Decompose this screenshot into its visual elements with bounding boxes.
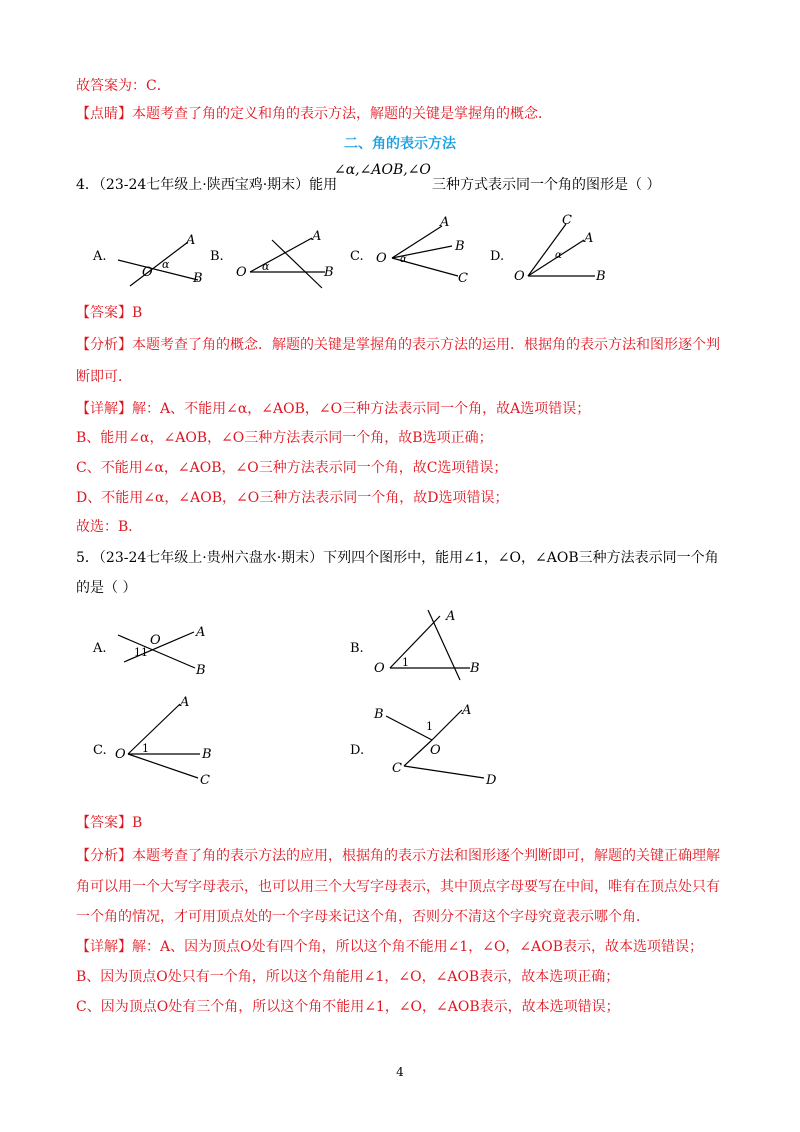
q5-stem-1: 5．（23-24七年级上·贵州六盘水·期末）下列四个图形中，能用∠1，∠O，∠AOB三种方法表示同一个角 — [76, 550, 719, 566]
note-line — [76, 104, 552, 124]
q4-c-label-c: C — [458, 271, 468, 286]
q5-a-label-11: 11 — [134, 646, 148, 659]
q5-b-label-b: B — [470, 661, 480, 676]
q4-b-cross — [272, 240, 322, 288]
q4-detail-4: D、不能用∠α，∠AOB，∠O三种方法表示同一个角，故D选项错误； — [76, 490, 509, 506]
q4-suffix: 三种方式表示同一个角的图形是（ ） — [432, 177, 661, 193]
q4-a-line2 — [130, 242, 188, 286]
q5-a-label-b: B — [196, 663, 206, 678]
q5-detail-2: B、因为顶点O处只有一个角，所以这个角能用∠1，∠O，∠AOB表示，故本选项正确； — [76, 969, 620, 985]
q5-opt-b-label: B. — [350, 641, 364, 656]
q5-answer-value: B — [132, 815, 143, 831]
q5-d-label-c: C — [392, 761, 402, 776]
q5-detail-3: C、因为顶点O处有三个角，所以这个角不能用∠1，∠O，∠AOB表示，故本选项错误； — [76, 999, 620, 1015]
q5-analysis-2: 角可以用一个大写字母表示，也可以用三个大写字母表示，其中顶点字母要写在中间，唯有在顶点处只有 — [76, 879, 720, 895]
q4-c-label-o: O — [376, 251, 387, 266]
q4-detail-tag: 【详解】 — [76, 401, 132, 417]
q5-c-label-1: 1 — [142, 742, 149, 755]
q5-a-label-o: O — [150, 633, 161, 648]
q4-select: 故选：B． — [76, 519, 143, 535]
q4-answer-value: B — [132, 305, 143, 321]
q4-opt-b-label: B. — [210, 249, 224, 264]
q4-d-label-c: C — [562, 213, 572, 228]
q4-d-label-a: A — [584, 231, 594, 246]
page-number: 4 — [396, 1065, 404, 1079]
q4-analysis-1 — [76, 335, 720, 355]
q4-a-label-o: O — [142, 265, 153, 280]
q4-opt-d-label: D. — [490, 249, 505, 264]
q5-d-oa — [432, 710, 462, 740]
q5-c-label-a: A — [180, 695, 190, 710]
q5-detail-tag: 【详解】 — [76, 939, 132, 955]
q5-answer-tag: 【答案】 — [76, 815, 132, 831]
q4-c-alpha: α — [400, 254, 407, 265]
q5-opt-c-label: C. — [93, 743, 107, 758]
q4-d-alpha: α — [555, 250, 562, 261]
section-title: 二、角的表示方法 — [344, 136, 456, 152]
note-tag: 【点睛】 — [76, 106, 132, 122]
q5-analysis-1 — [76, 846, 720, 866]
q5-c-label-c: C — [200, 773, 210, 788]
q5-figures — [0, 600, 800, 790]
q5-stem-2: 的是（ ） — [76, 580, 137, 596]
q5-opt-a-label: A. — [93, 641, 107, 656]
q4-figures — [0, 210, 800, 290]
q5-d-label-o: O — [430, 743, 441, 758]
q4-a-label-b: B — [193, 271, 203, 286]
q5-c-label-o: O — [115, 747, 126, 762]
q5-opt-d-label: D. — [350, 743, 365, 758]
q5-c-oc — [128, 754, 198, 778]
q5-b-label-a: A — [446, 609, 456, 624]
q5-detail-1 — [76, 937, 703, 957]
q4-analysis-text: 本题考查了角的概念．解题的关键是掌握角的表示方法的运用．根据角的表示方法和图形逐个判 — [132, 337, 720, 353]
q5-analysis-text: 本题考查了角的表示方法的应用，根据角的表示方法和图形逐个判断即可，解题的关键正确理解 — [132, 848, 720, 864]
q5-a-label-a: A — [196, 625, 206, 640]
q4-a-label-a: A — [186, 233, 196, 248]
q4-d-label-b: B — [596, 269, 606, 284]
q5-answer — [76, 813, 142, 833]
q4-prefix: 4．（23-24七年级上·陕西宝鸡·期末）能用 — [76, 177, 338, 193]
q5-analysis-tag: 【分析】 — [76, 848, 132, 864]
q4-detail-text: 解：A、不能用∠α，∠AOB，∠O三种方法表示同一个角，故A选项错误； — [132, 401, 591, 417]
q5-b-oa — [390, 616, 440, 668]
q4-detail-1 — [76, 399, 590, 419]
q4-analysis-tag: 【分析】 — [76, 337, 132, 353]
q4-b-label-o: O — [236, 265, 247, 280]
q4-opt-a-label: A. — [93, 249, 107, 264]
note-text: 本题考查了角的定义和角的表示方法，解题的关键是掌握角的概念． — [132, 106, 552, 122]
q5-b-label-o: O — [374, 661, 385, 676]
q4-stem — [76, 175, 337, 195]
q4-b-label-b: B — [324, 265, 334, 280]
q5-d-label-a: A — [462, 703, 472, 718]
q4-answer-tag: 【答案】 — [76, 305, 132, 321]
q5-c-label-b: B — [202, 747, 212, 762]
q4-answer — [76, 303, 142, 323]
q5-d-label-b: B — [374, 707, 384, 722]
answer-line: 故答案为：C． — [76, 78, 171, 94]
q5-c-oa — [128, 704, 180, 754]
q5-d-label-1: 1 — [426, 720, 433, 733]
q4-a-line1 — [118, 260, 198, 280]
q4-c-label-b: B — [455, 239, 465, 254]
q4-detail-3: C、不能用∠α，∠AOB，∠O三种方法表示同一个角，故C选项错误； — [76, 460, 508, 476]
q4-b-alpha: α — [262, 260, 270, 273]
q4-opt-c-label: C. — [350, 249, 364, 264]
q4-b-oa — [250, 238, 312, 272]
q5-b-label-1: 1 — [402, 656, 409, 669]
q5-d-oc — [404, 740, 432, 766]
q4-b-label-a: A — [312, 229, 322, 244]
q4-c-label-a: A — [440, 215, 450, 230]
q5-d-cd — [404, 766, 484, 778]
q4-analysis-2: 断即可． — [76, 369, 132, 385]
q4-d-label-o: O — [514, 269, 525, 284]
q5-detail-text: 解：A、因为顶点O处有四个角，所以这个角不能用∠1，∠O，∠AOB表示，故本选项错误； — [132, 939, 704, 955]
q4-a-alpha: α — [162, 258, 170, 271]
q5-d-label-d: D — [486, 773, 497, 788]
q4-detail-2: B、能用∠α，∠AOB，∠O三种方法表示同一个角，故B选项正确； — [76, 430, 493, 446]
q5-analysis-3: 一个角的情况，才可用顶点处的一个字母来记这个角，否则分不清这个字母究竟表示哪个角． — [76, 909, 650, 925]
q4-math: ∠α,∠AOB,∠O — [334, 162, 431, 178]
